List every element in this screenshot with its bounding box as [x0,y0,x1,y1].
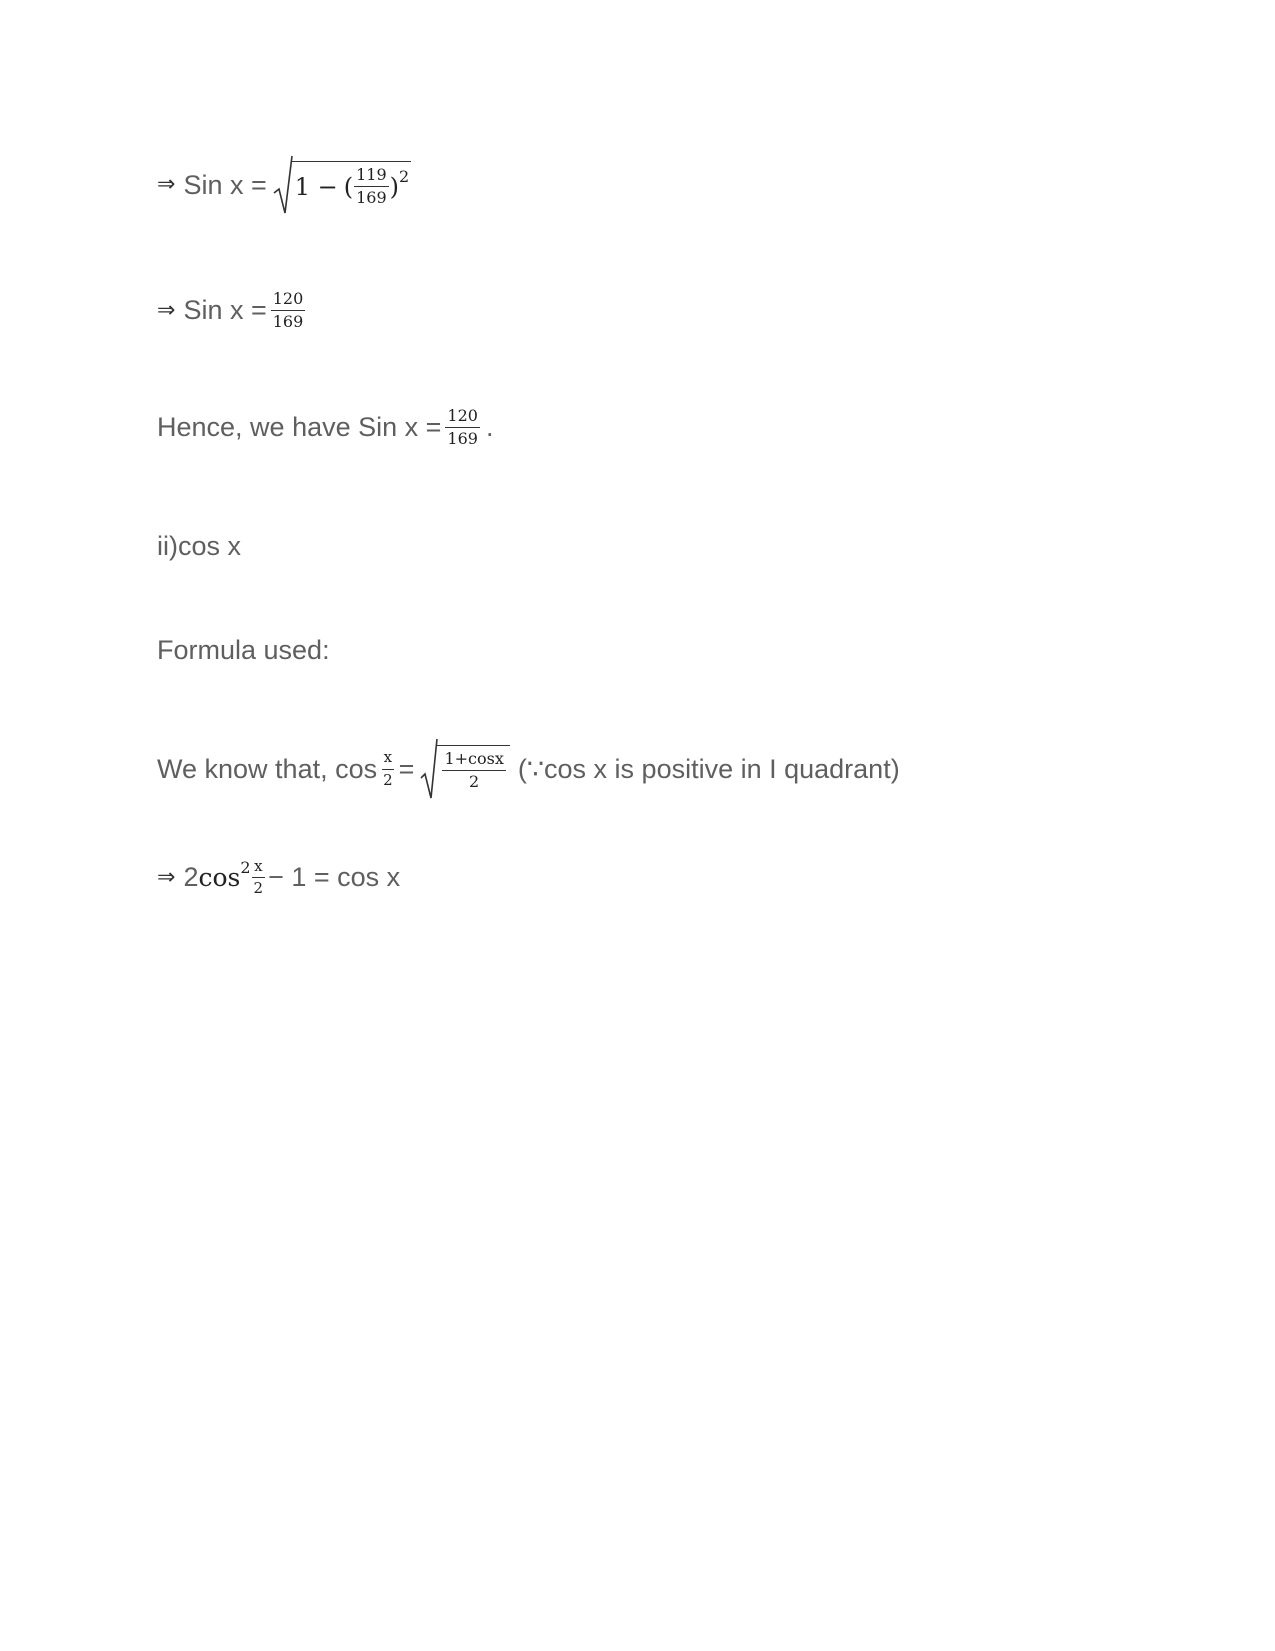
fraction-120-169 [271,290,306,332]
equation-line-2 [157,290,309,332]
fraction-numerator: 1+cosx [442,750,505,771]
fraction-denominator: 2 [383,770,393,789]
fraction-denominator: 169 [356,188,387,207]
conclusion-text: Hence, we have Sin x = [157,412,442,443]
fraction-numerator: 119 [354,166,389,187]
formula-heading-text: Formula used: [157,635,330,665]
part-heading [157,533,241,560]
fraction-120-169 [445,407,480,449]
paren-close: ) [389,172,400,201]
radicand [291,161,412,210]
lhs-text: Sin x = [183,295,267,326]
fraction-denominator: 169 [272,312,304,332]
fraction-numerator: x [382,749,394,769]
equation-rest: − 1 = cos x [268,862,401,893]
implies-arrow: ⇒ [157,172,176,197]
part-heading-text: ii)cos x [157,531,242,561]
fraction-1pluscosx-over-2 [442,750,505,792]
period: . [485,412,494,443]
paren-open: ( [343,172,354,201]
fraction-x-over-2 [252,858,266,898]
coefficient-two: 2 [183,862,199,893]
fraction-numerator: x [252,858,264,878]
square-root [420,738,509,800]
lhs-text: Sin x = [183,169,267,200]
radicand [436,745,509,794]
formula-heading [157,637,330,664]
conclusion-line [157,407,493,449]
exponent: 2 [240,857,251,877]
formula-line [157,738,900,800]
fraction-denominator: 2 [253,879,264,898]
fraction-denominator: 2 [469,772,480,791]
fraction-numerator: 120 [271,290,306,311]
equals-sign: = [398,753,415,784]
fraction-numerator: 120 [445,407,480,428]
fraction-119-169 [354,166,389,208]
exponent: 2 [399,166,410,186]
cos-function: cos [198,863,241,893]
implies-arrow: ⇒ [157,297,176,323]
formula-intro: We know that, cos [157,753,378,784]
radical-sign-icon [273,155,293,215]
equation-line-1 [157,155,411,215]
fraction-denominator: 169 [447,429,478,449]
fraction-x-over-2 [381,749,395,789]
one-minus: 1 − [294,172,338,201]
equation-line-3 [157,858,400,898]
implies-arrow: ⇒ [157,864,176,890]
square-root [273,155,412,215]
formula-note: (∵cos x is positive in I quadrant) [517,753,900,784]
